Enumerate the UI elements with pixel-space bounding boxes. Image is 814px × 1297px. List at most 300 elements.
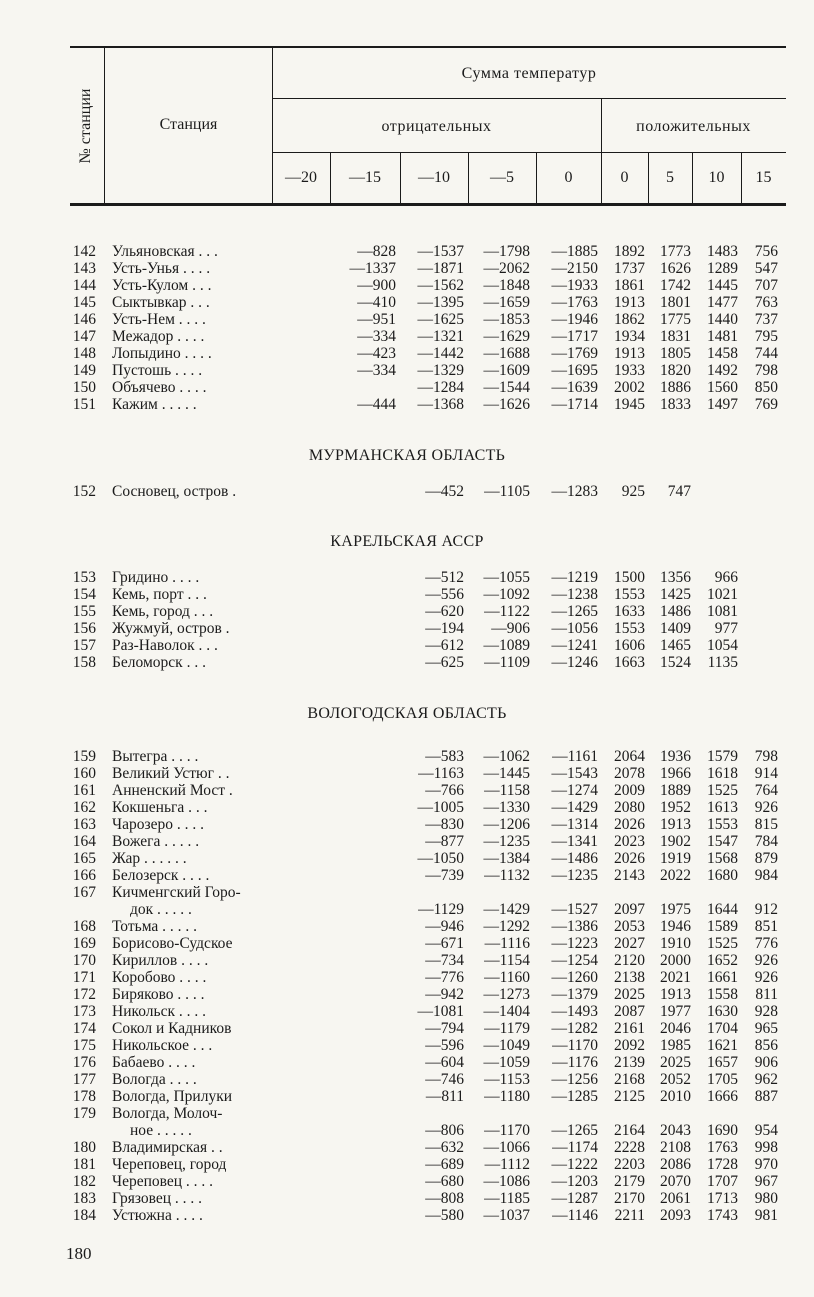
station-number: 170 [72,952,96,969]
temperature-sum-cell: 2078 [614,765,645,782]
temperature-sum-cell: —1154 [484,952,530,969]
temperature-sum-cell: —1626 [483,396,530,413]
station-name: Кичменгский Горо- [112,884,241,901]
station-name: Череповец, город [112,1156,227,1173]
threshold-label: 0 [620,169,629,186]
station-name: Белозерск . . . . [112,867,210,884]
temperature-sum-cell: 1773 [660,243,691,260]
temperature-sum-cell: 1663 [614,654,645,671]
station-number: 175 [72,1037,96,1054]
temperature-sum-cell: 1606 [614,637,645,654]
temperature-sum-cell: —1639 [551,379,598,396]
temperature-sum-cell: 1742 [660,277,691,294]
temperature-sum-cell: —512 [425,569,464,586]
table-row [0,603,814,620]
temperature-sum-cell: 811 [755,986,778,1003]
temperature-sum-cell: 1657 [707,1054,738,1071]
temperature-sum-cell: —1404 [483,1003,530,1020]
table-row [0,1054,814,1071]
temperature-sum-cell: 1690 [707,1122,738,1139]
station-number: 144 [72,277,96,294]
temperature-sum-cell: 1966 [660,765,691,782]
station-number: 178 [72,1088,96,1105]
threshold-label: —5 [490,169,514,186]
station-number: 150 [72,379,96,396]
station-number: 184 [72,1207,96,1224]
temperature-sum-cell: —1562 [417,277,464,294]
table-row [0,1207,814,1224]
threshold-label: 15 [755,169,772,186]
table-row [0,969,814,986]
station-number: 151 [72,396,96,413]
temperature-sum-cell: 1477 [707,294,738,311]
table-row [0,986,814,1003]
temperature-sum-cell: 2043 [660,1122,691,1139]
temperature-sum-cell: 1833 [660,396,691,413]
temperature-sum-cell: —1203 [551,1173,598,1190]
temperature-sum-cell: 1910 [660,935,691,952]
temperature-sum-cell: 1737 [614,260,645,277]
temperature-sum-cell: 925 [621,483,645,500]
station-name: Никольск . . . . [112,1003,206,1020]
station-number: 171 [72,969,96,986]
temperature-sum-cell: 2010 [660,1088,691,1105]
temperature-sum-cell: 1985 [660,1037,691,1054]
temperature-sum-cell: —766 [425,782,464,799]
station-number: 179 [72,1105,96,1122]
temperature-sum-cell: —1265 [551,1122,598,1139]
header-bottom-rule [70,203,786,206]
negative-header: отрицательных [381,118,492,135]
temperature-sum-cell: —2062 [483,260,530,277]
table-row [0,1020,814,1037]
temperature-sum-cell: —1287 [551,1190,598,1207]
temperature-sum-cell: 2170 [614,1190,645,1207]
temperature-sum-cell: 1704 [707,1020,738,1037]
temperature-sum-cell: 1579 [707,748,738,765]
station-name: Владимирская . . [112,1139,223,1156]
temperature-sum-cell: —596 [425,1037,464,1054]
temperature-sum-cell: 1820 [660,362,691,379]
station-name: Усть-Кулом . . . [112,277,212,294]
table-row [0,1071,814,1088]
temperature-sum-cell: —612 [425,637,464,654]
station-number: 147 [72,328,96,345]
station-number: 173 [72,1003,96,1020]
temperature-sum-cell: —1273 [483,986,530,1003]
station-number: 157 [72,637,96,654]
temperature-sum-cell: —1329 [417,362,464,379]
station-name: Борисово-Судское [112,935,233,952]
temperature-sum-cell: 744 [754,345,778,362]
temperature-sum-cell: —1132 [484,867,530,884]
temperature-sum-cell: 1934 [614,328,645,345]
section-title: ВОЛОГОДСКАЯ ОБЛАСТЬ [307,705,507,722]
temperature-sum-cell: 1889 [660,782,691,799]
temperature-sum-cell: 1975 [660,901,691,918]
temperature-sum-cell: —1386 [551,918,598,935]
temperature-sum-cell: 928 [754,1003,778,1020]
table-row [0,765,814,782]
temperature-sum-cell: —1543 [551,765,598,782]
temperature-sum-cell: —1170 [484,1122,530,1139]
table-row [0,311,814,328]
temperature-sum-cell: 1913 [660,986,691,1003]
station-number: 168 [72,918,96,935]
temperature-sum-cell: —806 [425,1122,464,1139]
sum-temperatures-header: Сумма температур [461,65,597,82]
temperature-sum-cell: —580 [425,1207,464,1224]
temperature-sum-cell: —1206 [483,816,530,833]
temperature-sum-cell: —1688 [483,345,530,362]
section-title: КАРЕЛЬСКАЯ АССР [330,533,484,550]
temperature-sum-cell: —410 [357,294,396,311]
temperature-sum-cell: —632 [425,1139,464,1156]
temperature-sum-cell: —1368 [417,396,464,413]
station-name: Жар . . . . . . [112,850,187,867]
temperature-sum-cell: 926 [754,969,778,986]
temperature-sum-cell: —1238 [551,586,598,603]
temperature-sum-cell: —1933 [551,277,598,294]
table-row [0,1156,814,1173]
table-row [0,1139,814,1156]
positive-header: положительных [636,118,751,135]
temperature-sum-cell: —828 [357,243,396,260]
temperature-sum-cell: 764 [754,782,778,799]
station-name: Усть-Унья . . . . [112,260,211,277]
temperature-sum-cell: 1525 [707,782,738,799]
temperature-sum-cell: —1282 [551,1020,598,1037]
temperature-sum-cell: —1659 [483,294,530,311]
table-row [0,867,814,884]
temperature-sum-cell: 1492 [707,362,738,379]
temperature-sum-cell: 1680 [707,867,738,884]
temperature-sum-cell: —1544 [483,379,530,396]
temperature-sum-cell: 2097 [614,901,645,918]
temperature-sum-cell: —1274 [551,782,598,799]
temperature-sum-cell: —906 [491,620,530,637]
temperature-sum-cell: —1179 [484,1020,530,1037]
temperature-sum-cell: —776 [425,969,464,986]
temperature-sum-cell: 980 [754,1190,778,1207]
temperature-sum-cell: 1861 [614,277,645,294]
temperature-sum-cell: —746 [425,1071,464,1088]
temperature-sum-cell: 2009 [614,782,645,799]
temperature-sum-cell: —1049 [483,1037,530,1054]
temperature-sum-cell: —1714 [551,396,598,413]
temperature-sum-cell: 1644 [707,901,738,918]
temperature-sum-cell: 1626 [660,260,691,277]
temperature-sum-cell: —942 [425,986,464,1003]
temperature-sum-cell: 2125 [614,1088,645,1105]
temperature-sum-cell: —1185 [484,1190,530,1207]
station-name: Усть-Нем . . . . [112,311,206,328]
temperature-sum-cell: 815 [754,816,778,833]
table-row [0,345,814,362]
temperature-sum-cell: 1547 [707,833,738,850]
temperature-sum-cell: 1558 [707,986,738,1003]
temperature-sum-cell: —1055 [483,569,530,586]
temperature-sum-cell: 2025 [614,986,645,1003]
station-number: 166 [72,867,96,884]
temperature-sum-cell: —625 [425,654,464,671]
threshold-label: 10 [708,169,725,186]
temperature-sum-cell: —1153 [484,1071,530,1088]
table-row [0,1105,814,1139]
temperature-sum-cell: 998 [754,1139,778,1156]
temperature-sum-cell: —1146 [552,1207,598,1224]
station-number: 161 [72,782,96,799]
station-number: 183 [72,1190,96,1207]
temperature-sum-cell: 2164 [614,1122,645,1139]
temperature-sum-cell: —900 [357,277,396,294]
temperature-sum-cell: 1763 [707,1139,738,1156]
table-row [0,748,814,765]
temperature-sum-cell: 2026 [614,816,645,833]
temperature-sum-cell: 1481 [707,328,738,345]
station-name-continued: ное . . . . . [130,1122,192,1139]
temperature-sum-cell: 2025 [660,1054,691,1071]
temperature-sum-cell: —1609 [483,362,530,379]
temperature-sum-cell: —1284 [417,379,464,396]
temperature-sum-cell: 1977 [660,1003,691,1020]
temperature-sum-cell: 850 [754,379,778,396]
temperature-sum-cell: —194 [425,620,464,637]
temperature-sum-cell: 707 [754,277,778,294]
temperature-sum-cell: 1633 [614,603,645,620]
table-row [0,1003,814,1020]
station-number: 162 [72,799,96,816]
temperature-sum-cell: —1180 [484,1088,530,1105]
temperature-sum-cell: 1862 [614,311,645,328]
temperature-sum-cell: 795 [754,328,778,345]
temperature-sum-cell: —583 [425,748,464,765]
station-number: 142 [72,243,96,260]
temperature-sum-cell: —946 [425,918,464,935]
station-number: 159 [72,748,96,765]
station-number: 148 [72,345,96,362]
temperature-sum-cell: 1743 [707,1207,738,1224]
table-row [0,1088,814,1105]
table-row [0,918,814,935]
temperature-sum-cell: —1122 [484,603,530,620]
temperature-sum-cell: 1630 [707,1003,738,1020]
temperature-sum-cell: 851 [754,918,778,935]
temperature-sum-cell: 2143 [614,867,645,884]
station-number: 167 [72,884,96,901]
temperature-sum-cell: 2046 [660,1020,691,1037]
station-number: 177 [72,1071,96,1088]
temperature-sum-cell: —1848 [483,277,530,294]
temperature-sum-cell: —1219 [551,569,598,586]
temperature-sum-cell: 1524 [660,654,691,671]
station-name: Кокшеньга . . . [112,799,208,816]
station-name: Кажим . . . . . [112,396,197,413]
temperature-sum-cell: —1379 [551,986,598,1003]
station-name: Чарозеро . . . . [112,816,204,833]
station-name: Вожега . . . . . [112,833,200,850]
temperature-sum-cell: 2026 [614,850,645,867]
temperature-sum-cell: —334 [357,328,396,345]
temperature-sum-cell: 2108 [660,1139,691,1156]
station-number: 174 [72,1020,96,1037]
table-row [0,1037,814,1054]
temperature-sum-cell: 887 [754,1088,778,1105]
table-row [0,586,814,603]
station-name: Лопыдино . . . . [112,345,212,362]
temperature-sum-cell: 1913 [660,816,691,833]
station-name: Анненский Мост . [112,782,233,799]
station-number: 152 [72,483,96,500]
temperature-sum-cell: 2021 [660,969,691,986]
temperature-sum-cell: —1798 [483,243,530,260]
temperature-sum-cell: —1056 [551,620,598,637]
station-name: Грязовец . . . . [112,1190,203,1207]
station-number: 149 [72,362,96,379]
temperature-sum-cell: 926 [754,799,778,816]
station-number: 146 [72,311,96,328]
temperature-sum-cell: 2080 [614,799,645,816]
temperature-sum-cell: 1946 [660,918,691,935]
temperature-sum-cell: 2023 [614,833,645,850]
temperature-sum-cell: 1440 [707,311,738,328]
temperature-sum-cell: —1256 [551,1071,598,1088]
temperature-sum-cell: —1112 [484,1156,530,1173]
temperature-sum-cell: 1661 [707,969,738,986]
temperature-sum-cell: 967 [754,1173,778,1190]
temperature-sum-cell: —1050 [417,850,464,867]
temperature-sum-cell: —1384 [483,850,530,867]
temperature-sum-cell: 1945 [614,396,645,413]
table-row [0,260,814,277]
temperature-sum-cell: —1429 [483,901,530,918]
temperature-sum-cell: 1707 [707,1173,738,1190]
temperature-sum-cell: 879 [754,850,778,867]
temperature-sum-cell: 1553 [614,620,645,637]
temperature-sum-cell: —1946 [551,311,598,328]
temperature-sum-cell: 2179 [614,1173,645,1190]
station-name: Великий Устюг . . [112,765,230,782]
temperature-sum-cell: 2138 [614,969,645,986]
temperature-sum-cell: 2092 [614,1037,645,1054]
page-number: 180 [66,1244,92,1263]
station-number: 154 [72,586,96,603]
station-name: Сыктывкар . . . [112,294,210,311]
temperature-sum-cell: —1086 [483,1173,530,1190]
temperature-sum-cell: 737 [754,311,778,328]
station-number: 169 [72,935,96,952]
temperature-sum-cell: —830 [425,816,464,833]
temperature-sum-cell: 1081 [707,603,738,620]
temperature-sum-cell: 2203 [614,1156,645,1173]
temperature-sum-cell: —1314 [551,816,598,833]
temperature-sum-cell: —1092 [483,586,530,603]
temperature-sum-cell: 776 [754,935,778,952]
temperature-sum-cell: —1161 [552,748,598,765]
station-number: 145 [72,294,96,311]
temperature-sum-cell: 966 [714,569,738,586]
header-rule-sum [272,98,786,99]
station-number: 176 [72,1054,96,1071]
temperature-sum-cell: 1568 [707,850,738,867]
temperature-sum-cell: 1445 [707,277,738,294]
temperature-sum-cell: 547 [754,260,778,277]
temperature-sum-cell: —2150 [551,260,598,277]
station-name: Пустошь . . . . [112,362,203,379]
temperature-sum-cell: —604 [425,1054,464,1071]
temperature-sum-cell: 2161 [614,1020,645,1037]
table-row [0,243,814,260]
station-number: 172 [72,986,96,1003]
temperature-sum-cell: 954 [754,1122,778,1139]
station-name: Никольское . . . [112,1037,213,1054]
temperature-sum-cell: —423 [357,345,396,362]
temperature-sum-cell: 1952 [660,799,691,816]
table-row [0,294,814,311]
temperature-sum-cell: 2139 [614,1054,645,1071]
station-name: Кемь, порт . . . [112,586,207,603]
temperature-sum-cell: —1695 [551,362,598,379]
station-name: Объячево . . . . [112,379,207,396]
temperature-sum-cell: —680 [425,1173,464,1190]
table-row [0,620,814,637]
station-name: Кириллов . . . . [112,952,209,969]
temperature-sum-cell: —877 [425,833,464,850]
station-number: 158 [72,654,96,671]
temperature-sum-cell: 1289 [707,260,738,277]
temperature-sum-cell: 1589 [707,918,738,935]
temperature-sum-cell: —1222 [551,1156,598,1173]
temperature-sum-cell: 962 [754,1071,778,1088]
temperature-sum-cell: —1241 [551,637,598,654]
temperature-sum-cell: 2053 [614,918,645,935]
temperature-sum-cell: 1497 [707,396,738,413]
temperature-sum-cell: —1089 [483,637,530,654]
temperature-sum-cell: 2000 [660,952,691,969]
temperature-sum-cell: 1618 [707,765,738,782]
temperature-sum-cell: —1170 [552,1037,598,1054]
station-name: Бабаево . . . . [112,1054,196,1071]
station-name: Устюжна . . . . [112,1207,203,1224]
temperature-sum-cell: —1081 [417,1003,464,1020]
temperature-sum-cell: 2002 [614,379,645,396]
temperature-sum-cell: —1116 [484,935,530,952]
temperature-sum-cell: —452 [425,483,464,500]
station-name: Ульяновская . . . [112,243,218,260]
station-number: 153 [72,569,96,586]
temperature-sum-cell: 2061 [660,1190,691,1207]
temperature-sum-cell: 1356 [660,569,691,586]
temperature-sum-cell: —1337 [349,260,396,277]
temperature-sum-cell: —1537 [417,243,464,260]
station-name: Вологда, Молоч- [112,1105,223,1122]
station-name: Сокол и Кадников [112,1020,232,1037]
temperature-sum-cell: 1666 [707,1088,738,1105]
table-row [0,328,814,345]
temperature-sum-cell: 906 [754,1054,778,1071]
temperature-sum-cell: —1292 [483,918,530,935]
temperature-sum-cell: —334 [357,362,396,379]
station-name: Биряково . . . . [112,986,205,1003]
header-top-rule [70,46,786,48]
table-row [0,799,814,816]
temperature-sum-cell: —1265 [551,603,598,620]
temperature-sum-cell: 1902 [660,833,691,850]
temperature-sum-cell: 1775 [660,311,691,328]
temperature-sum-cell: 1892 [614,243,645,260]
temperature-sum-cell: 1713 [707,1190,738,1207]
table-row [0,637,814,654]
